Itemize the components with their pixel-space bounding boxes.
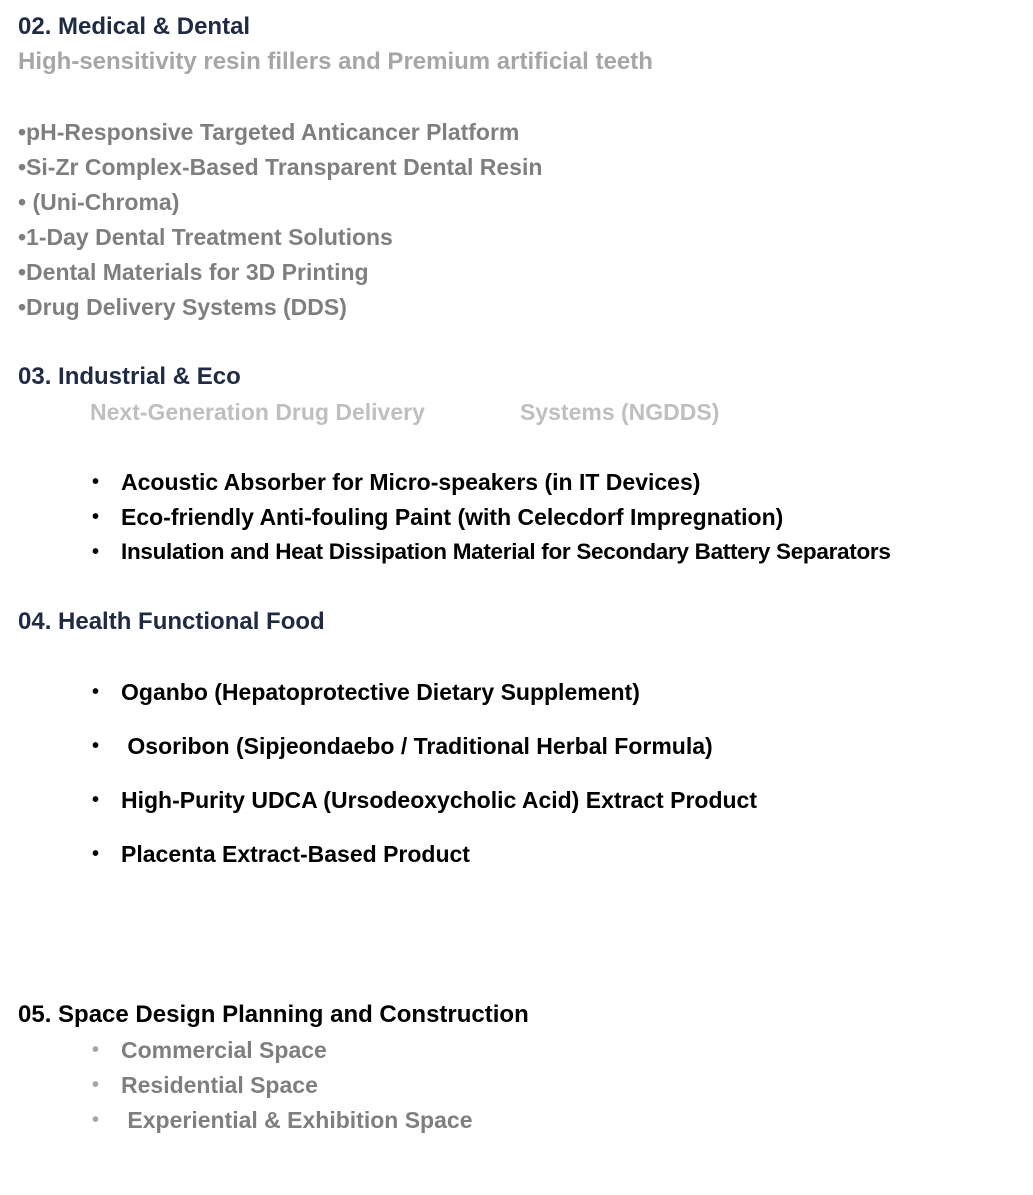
list-item: •Drug Delivery Systems (DDS) [18, 294, 347, 320]
list-item [92, 467, 1022, 497]
list-item [92, 677, 1022, 707]
section-03-title: 03. Industrial & Eco [18, 363, 241, 390]
bullet-icon: • [92, 541, 100, 563]
list-item-label: Osoribon (Sipjeondaebo / Traditional Herbal Formula) [121, 733, 713, 759]
list-item [92, 502, 1022, 532]
section-03-subtitle-right: Systems (NGDDS) [520, 399, 720, 425]
list-item: •Dental Materials for 3D Printing [18, 259, 369, 285]
section-02-subtitle: High-sensitivity resin fillers and Premium artificial teeth [18, 48, 653, 75]
list-item: •Si-Zr Complex-Based Transparent Dental Resin [18, 154, 543, 180]
section-03-subtitle-left: Next-Generation Drug Delivery [90, 399, 425, 425]
list-item [92, 1035, 992, 1065]
list-item [92, 839, 1022, 869]
bullet-icon: • [92, 789, 100, 811]
list-item: •1-Day Dental Treatment Solutions [18, 224, 393, 250]
list-item-label: Acoustic Absorber for Micro-speakers (in IT Devices) [121, 469, 701, 495]
list-item [92, 537, 1027, 567]
list-item: •pH-Responsive Targeted Anticancer Platform [18, 119, 520, 145]
bullet-icon: • [92, 1109, 100, 1131]
list-item-label: Experiential & Exhibition Space [121, 1107, 473, 1133]
section-05-title: 05. Space Design Planning and Construction [18, 1001, 529, 1028]
bullet-icon: • [92, 681, 100, 703]
list-item [92, 1070, 992, 1100]
bullet-icon: • [92, 1074, 100, 1096]
bullet-icon: • [92, 735, 100, 757]
list-item-label: Commercial Space [121, 1037, 327, 1063]
bullet-icon: • [92, 1039, 100, 1061]
list-item [92, 731, 1022, 761]
list-item-label: Placenta Extract-Based Product [121, 841, 470, 867]
list-item: • (Uni-Chroma) [18, 189, 180, 215]
list-item-label: Residential Space [121, 1072, 318, 1098]
list-item [92, 1105, 992, 1135]
list-item [92, 785, 1022, 815]
list-item-label: High-Purity UDCA (Ursodeoxycholic Acid) Extract Product [121, 787, 757, 813]
bullet-icon: • [92, 843, 100, 865]
list-item-label: Insulation and Heat Dissipation Material for Secondary Battery Separators [121, 539, 891, 564]
bullet-icon: • [92, 471, 100, 493]
section-02-title: 02. Medical & Dental [18, 13, 251, 40]
list-item-label: Eco-friendly Anti-fouling Paint (with Celecdorf Impregnation) [121, 504, 784, 530]
list-item-label: Oganbo (Hepatoprotective Dietary Supplement) [121, 679, 640, 705]
section-04-title: 04. Health Functional Food [18, 608, 325, 635]
bullet-icon: • [92, 506, 100, 528]
